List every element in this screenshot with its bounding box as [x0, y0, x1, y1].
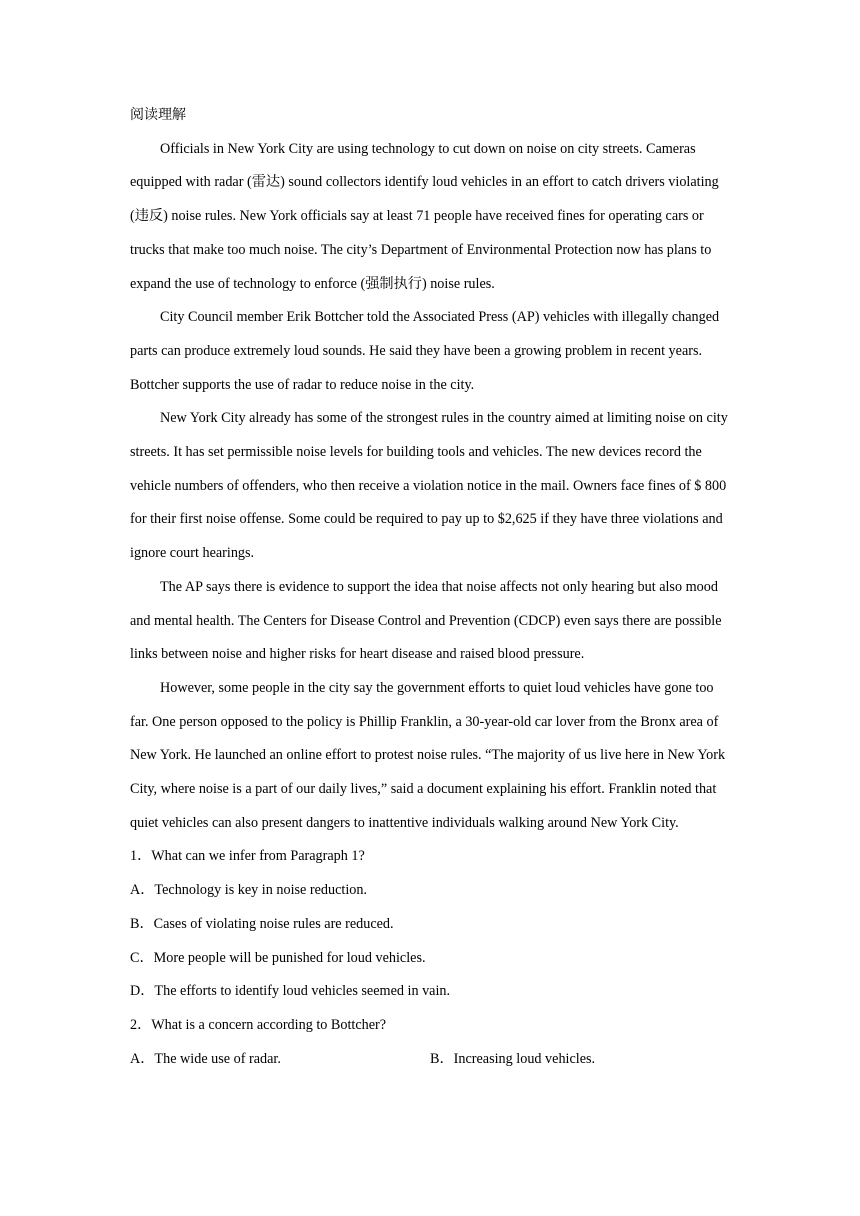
- question-2-options-row: [130, 1043, 730, 1077]
- passage-paragraph-2: City Council member Erik Bottcher told the Associated Press (AP) vehicles with illegally changed parts can produce extremely loud sounds. He said they have been a growing problem in recent years. Bottcher supports the use of radar to reduce noise in the city.: [130, 309, 720, 393]
- reading-passage: [130, 133, 730, 841]
- question-1-option-d: D．The efforts to identify loud vehicles seemed in vain.: [130, 983, 451, 1000]
- question-1-option-a: A．Technology is key in noise reduction.: [130, 882, 367, 899]
- question-2: [130, 1009, 730, 1076]
- question-2-option-b: B．Increasing loud vehicles.: [430, 1050, 596, 1067]
- question-1-option-b: B．Cases of violating noise rules are reduced.: [130, 915, 394, 932]
- passage-paragraph-5: However, some people in the city say the government efforts to quiet loud vehicles have gone too far. One person opposed to the policy is Phillip Franklin, a 30-year-old car lover from the Bronx area of New York. He launched an online effort to protest noise rules. “The majority of us live here in New York City, where noise is a part of our daily lives,” said a document explaining his effort. Franklin noted that quiet vehicles can also present dangers to inattentive individuals walking around New York City.: [130, 679, 726, 831]
- question-2-stem: 2．What is a concern according to Bottcher?: [130, 1016, 387, 1033]
- question-2-option-a: A．The wide use of radar.: [130, 1050, 281, 1067]
- passage-paragraph-3: New York City already has some of the strongest rules in the country aimed at limiting noise on city streets. It has set permissible noise levels for building tools and vehicles. The new devices record the vehicle numbers of offenders, who then receive a violation notice in the mail. Owners face fines of $ 800 for their first noise offense. Some could be required to pay up to $2,625 if they have three violations and ignore court hearings.: [130, 410, 728, 562]
- question-1: [130, 840, 730, 1008]
- passage-paragraph-1: Officials in New York City are using technology to cut down on noise on city streets. Cameras equipped with radar (雷达) sound collectors identify loud vehicles in an effort to catch drivers violating (违反) noise rules. New York officials say at least 71 people have received fines for operating cars or trucks that make too much noise. The city’s Department of Environmental Protection now has plans to expand the use of technology to enforce (强制执行) noise rules.: [130, 140, 719, 292]
- document-page: [130, 99, 730, 1076]
- question-1-stem: 1．What can we infer from Paragraph 1?: [130, 848, 365, 865]
- section-title: 阅读理解: [130, 107, 186, 123]
- question-1-option-c: C．More people will be punished for loud vehicles.: [130, 949, 426, 966]
- passage-paragraph-4: The AP says there is evidence to support the idea that noise affects not only hearing but also mood and mental health. The Centers for Disease Control and Prevention (CDCP) even says there are possible links between noise and higher risks for heart disease and raised blood pressure.: [130, 578, 722, 663]
